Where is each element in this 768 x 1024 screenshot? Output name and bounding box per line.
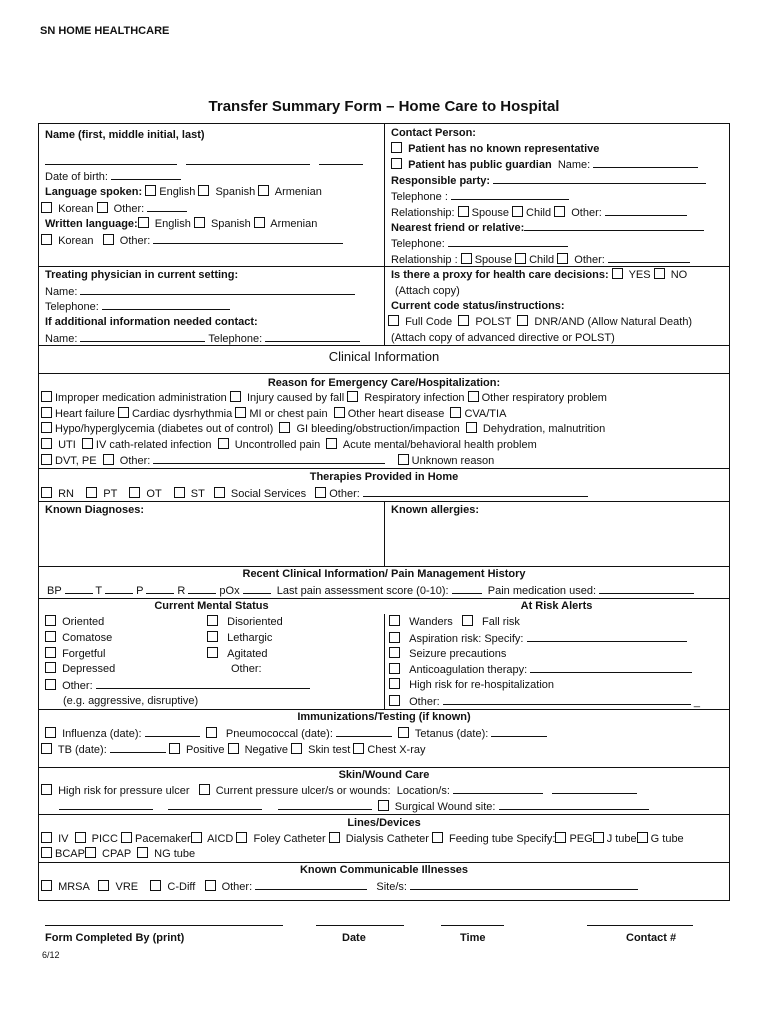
checkbox[interactable]	[194, 217, 205, 228]
blank-line[interactable]	[278, 799, 372, 810]
no-rep-option[interactable]: Patient has no known representative	[391, 142, 599, 156]
telephone-field-2[interactable]: Telephone:	[391, 236, 568, 251]
reason-row-3: Hypo/hyperglycemia (diabetes out of control) GI bleeding/obstruction/impaction Dehydration, malnutrition	[41, 422, 605, 436]
checkbox[interactable]	[41, 784, 52, 795]
checkbox[interactable]	[207, 647, 218, 658]
blank-line[interactable]	[443, 694, 691, 705]
mental-lethargic[interactable]: Lethargic	[207, 631, 272, 645]
blank-line[interactable]	[453, 783, 543, 794]
checkbox[interactable]	[41, 832, 52, 843]
checkbox[interactable]	[347, 391, 358, 402]
clinical-info-title: Clinical Information	[328, 349, 440, 364]
devices-row-2: BCAP CPAP NG tube	[41, 847, 195, 861]
blank-line[interactable]	[145, 726, 200, 737]
reason-row-5: DVT, PE Other: Unknown reason	[41, 453, 494, 468]
checkbox[interactable]	[637, 832, 648, 843]
reason-row-2: Heart failure Cardiac dysrhythmia MI or chest pain Other heart disease CVA/TIA	[41, 407, 506, 421]
checkbox[interactable]	[145, 185, 156, 196]
allergies-label: Known allergies:	[391, 504, 480, 516]
blank-line[interactable]	[110, 742, 166, 753]
checkbox[interactable]	[97, 202, 108, 213]
blank-line[interactable]	[59, 799, 153, 810]
checkbox[interactable]	[236, 832, 247, 843]
skin-row-1: High risk for pressure ulcer Current pressure ulcer/s or wounds: Location/s:	[41, 783, 637, 798]
blank-line[interactable]	[410, 879, 638, 890]
blank-line[interactable]	[186, 154, 310, 165]
checkbox[interactable]	[41, 407, 52, 418]
checkbox[interactable]	[462, 615, 473, 626]
checkbox[interactable]	[391, 142, 402, 153]
checkbox[interactable]	[174, 487, 185, 498]
checkbox[interactable]	[389, 632, 400, 643]
checkbox[interactable]	[391, 158, 402, 169]
form-title: Transfer Summary Form – Home Care to Hospital	[208, 98, 560, 115]
blank-line[interactable]	[605, 205, 687, 216]
risk-rehosp[interactable]: High risk for re-hospitalization	[389, 678, 554, 692]
checkbox[interactable]	[517, 315, 528, 326]
checkbox[interactable]	[555, 832, 566, 843]
skin-wound-title: Skin/Wound Care	[338, 769, 430, 781]
date-line[interactable]	[316, 925, 404, 926]
checkbox[interactable]	[218, 438, 229, 449]
risk-other[interactable]: Other: _	[389, 694, 700, 709]
blank-line[interactable]	[111, 169, 181, 180]
blank-line[interactable]	[336, 726, 392, 737]
checkbox[interactable]	[86, 487, 97, 498]
mental-disoriented[interactable]: Disoriented	[207, 615, 283, 629]
checkbox[interactable]	[103, 234, 114, 245]
checkbox[interactable]	[654, 268, 665, 279]
checkbox[interactable]	[41, 438, 52, 449]
blank-line[interactable]	[527, 631, 687, 642]
blank-line[interactable]	[499, 799, 649, 810]
dob-field[interactable]: Date of birth:	[45, 169, 181, 184]
checkbox[interactable]	[378, 800, 389, 811]
blank-line[interactable]	[448, 236, 568, 247]
checkbox[interactable]	[103, 454, 114, 465]
divider	[39, 468, 729, 469]
reason-row-1: Improper medication administration Injury caused by fall Respiratory infection Other respiratory problem	[41, 391, 607, 405]
physician-label: Treating physician in current setting:	[45, 269, 239, 281]
checkbox[interactable]	[450, 407, 461, 418]
name-fields[interactable]	[45, 154, 363, 169]
therapies-title: Therapies Provided in Home	[309, 471, 459, 483]
therapies-options: RN PT OT ST Social Services Other:	[41, 486, 588, 501]
written-language: Written language: English Spanish Armenian	[45, 218, 318, 230]
blank-line[interactable]	[524, 220, 704, 231]
immunization-row-2: TB (date): Positive Negative Skin test Chest X-ray	[41, 742, 425, 757]
checkbox[interactable]	[137, 847, 148, 858]
checkbox[interactable]	[41, 202, 52, 213]
proxy-question: Is there a proxy for health care decisions: YES NO	[391, 269, 688, 281]
mental-status-title: Current Mental Status	[154, 600, 269, 612]
physician-name[interactable]: Name:	[45, 284, 355, 299]
blank-line[interactable]	[608, 252, 690, 263]
checkbox[interactable]	[389, 663, 400, 674]
blank-line[interactable]	[105, 583, 133, 594]
blank-line[interactable]	[168, 799, 262, 810]
blank-line[interactable]	[255, 879, 367, 890]
checkbox[interactable]	[334, 407, 345, 418]
checkbox[interactable]	[41, 743, 52, 754]
code-status-attach: (Attach copy of advanced directive or POLST)	[391, 332, 615, 344]
divider	[384, 501, 385, 566]
checkbox[interactable]	[353, 743, 364, 754]
telephone-field[interactable]: Telephone :	[391, 189, 569, 204]
checkbox[interactable]	[315, 487, 326, 498]
checkbox[interactable]	[191, 832, 202, 843]
completed-by-label: Form Completed By (print)	[45, 932, 185, 944]
checkbox[interactable]	[41, 391, 52, 402]
checkbox[interactable]	[41, 234, 52, 245]
code-status-options: Full Code POLST DNR/AND (Allow Natural Death)	[388, 315, 692, 329]
physician-telephone[interactable]: Telephone:	[45, 299, 230, 314]
checkbox[interactable]	[593, 832, 604, 843]
reason-title: Reason for Emergency Care/Hospitalization:	[267, 377, 501, 389]
divider	[384, 124, 385, 345]
checkbox[interactable]	[279, 422, 290, 433]
transfer-form	[38, 123, 730, 901]
checkbox[interactable]	[205, 880, 216, 891]
checkbox[interactable]	[398, 454, 409, 465]
checkbox[interactable]	[389, 615, 400, 626]
checkbox[interactable]	[398, 727, 409, 738]
written-language-2: Korean Other:	[41, 233, 343, 248]
checkbox[interactable]	[150, 880, 161, 891]
date-label: Date	[342, 932, 366, 944]
skin-row-2: Surgical Wound site:	[59, 799, 649, 814]
blank-line[interactable]	[153, 233, 343, 244]
checkbox[interactable]	[458, 315, 469, 326]
checkbox[interactable]	[41, 454, 52, 465]
additional-contact-label: If additional information needed contact:	[45, 316, 258, 328]
checkbox[interactable]	[82, 438, 93, 449]
mental-agitated[interactable]: Agitated	[207, 647, 268, 661]
reason-row-4: UTI IV cath-related infection Uncontrolled pain Acute mental/behavioral health problem	[41, 438, 537, 452]
checkbox[interactable]	[45, 727, 56, 738]
proxy-attach: (Attach copy)	[395, 285, 460, 297]
risk-seizure[interactable]: Seizure precautions	[389, 647, 506, 661]
blank-line[interactable]	[363, 486, 588, 497]
blank-line[interactable]	[80, 284, 355, 295]
checkbox[interactable]	[389, 678, 400, 689]
checkbox[interactable]	[554, 206, 565, 217]
checkbox[interactable]	[75, 832, 86, 843]
blank-line[interactable]	[45, 154, 177, 165]
checkbox[interactable]	[258, 185, 269, 196]
checkbox[interactable]	[45, 647, 56, 658]
checkbox[interactable]	[612, 268, 623, 279]
checkbox[interactable]	[515, 253, 526, 264]
blank-line[interactable]	[188, 583, 216, 594]
time-label: Time	[460, 932, 486, 944]
checkbox[interactable]	[389, 695, 400, 706]
contact-label: Contact #	[626, 932, 677, 944]
checkbox[interactable]	[214, 487, 225, 498]
mental-other[interactable]: Other:	[45, 678, 310, 693]
risk-aspiration[interactable]: Aspiration risk: Specify:	[389, 631, 687, 646]
checkbox[interactable]	[207, 631, 218, 642]
mental-example: (e.g. aggressive, disruptive)	[63, 695, 199, 707]
checkbox[interactable]	[512, 206, 523, 217]
checkbox[interactable]	[468, 391, 479, 402]
blank-line[interactable]	[243, 583, 271, 594]
checkbox[interactable]	[557, 253, 568, 264]
checkbox[interactable]	[388, 315, 399, 326]
blank-line[interactable]	[452, 583, 482, 594]
risk-alerts-title: At Risk Alerts	[520, 600, 593, 612]
mental-depressed[interactable]: Depressed	[45, 662, 115, 676]
time-line[interactable]	[441, 925, 504, 926]
checkbox[interactable]	[41, 422, 52, 433]
checkbox[interactable]	[118, 407, 129, 418]
blank-line[interactable]	[80, 331, 205, 342]
code-status-label: Current code status/instructions:	[391, 300, 565, 312]
nearest-relative[interactable]: Nearest friend or relative:	[391, 220, 704, 235]
language-spoken-2: Korean Other:	[41, 201, 187, 216]
checkbox[interactable]	[235, 407, 246, 418]
checkbox[interactable]	[45, 679, 56, 690]
diagnoses-label: Known Diagnoses:	[45, 504, 145, 516]
blank-line[interactable]	[599, 583, 694, 594]
checkbox[interactable]	[206, 727, 217, 738]
blank-line[interactable]	[265, 331, 360, 342]
blank-line[interactable]	[146, 583, 174, 594]
checkbox[interactable]	[98, 880, 109, 891]
mental-other-2: Other:	[231, 663, 262, 675]
recent-clinical-title: Recent Clinical Information/ Pain Management History	[242, 568, 526, 580]
mental-oriented[interactable]: Oriented	[45, 615, 104, 629]
language-spoken: Language spoken: English Spanish Armenian	[45, 186, 322, 198]
blank-line[interactable]	[493, 173, 706, 184]
immunizations-title: Immunizations/Testing (if known)	[297, 711, 471, 723]
devices-row-1: IV PICC Pacemaker AICD Foley Catheter Dialysis Catheter Feeding tube Specify: PEG J tube G tube	[41, 832, 684, 846]
checkbox[interactable]	[461, 253, 472, 264]
blank-line[interactable]	[319, 154, 363, 165]
relationship-options-2: Relationship : Spouse Child Other:	[391, 252, 690, 267]
checkbox[interactable]	[389, 647, 400, 658]
contact-person-label: Contact Person:	[391, 127, 476, 139]
completed-by-line[interactable]	[45, 925, 283, 926]
communicable-row: MRSA VRE C-Diff Other: Site/s:	[41, 879, 638, 894]
org-header: SN HOME HEALTHCARE	[40, 25, 170, 37]
checkbox[interactable]	[138, 217, 149, 228]
guardian-option[interactable]: Patient has public guardian Name:	[391, 157, 698, 172]
checkbox[interactable]	[45, 615, 56, 626]
additional-contact-fields[interactable]: Name: Telephone:	[45, 331, 360, 346]
mental-forgetful[interactable]: Forgetful	[45, 647, 105, 661]
checkbox[interactable]	[198, 185, 209, 196]
checkbox[interactable]	[458, 206, 469, 217]
blank-line[interactable]	[96, 678, 310, 689]
checkbox[interactable]	[207, 615, 218, 626]
checkbox[interactable]	[41, 487, 52, 498]
checkbox[interactable]	[432, 832, 443, 843]
checkbox[interactable]	[230, 391, 241, 402]
divider	[39, 814, 729, 815]
blank-line[interactable]	[593, 157, 698, 168]
checkbox[interactable]	[466, 422, 477, 433]
form-version: 6/12	[42, 950, 60, 960]
risk-anticoag[interactable]: Anticoagulation therapy:	[389, 662, 692, 677]
checkbox[interactable]	[228, 743, 239, 754]
divider	[39, 373, 729, 374]
checkbox[interactable]	[291, 743, 302, 754]
blank-line[interactable]	[147, 201, 187, 212]
blank-line[interactable]	[451, 189, 569, 200]
divider	[384, 614, 385, 709]
checkbox[interactable]	[254, 217, 265, 228]
contact-line[interactable]	[587, 925, 693, 926]
checkbox[interactable]	[129, 487, 140, 498]
immunization-row-1: Influenza (date): Pneumococcal (date): Tetanus (date):	[45, 726, 547, 741]
checkbox[interactable]	[41, 880, 52, 891]
blank-line[interactable]	[102, 299, 230, 310]
blank-line[interactable]	[552, 783, 637, 794]
risk-wanders: Wanders Fall risk	[389, 615, 520, 629]
checkbox[interactable]	[199, 784, 210, 795]
checkbox[interactable]	[326, 438, 337, 449]
blank-line[interactable]	[153, 453, 385, 464]
checkbox[interactable]	[41, 847, 52, 858]
checkbox[interactable]	[85, 847, 96, 858]
checkbox[interactable]	[169, 743, 180, 754]
blank-line[interactable]	[491, 726, 547, 737]
checkbox[interactable]	[45, 662, 56, 673]
responsible-party[interactable]: Responsible party:	[391, 173, 706, 188]
mental-comatose[interactable]: Comatose	[45, 631, 112, 645]
checkbox[interactable]	[121, 832, 132, 843]
blank-line[interactable]	[65, 583, 93, 594]
communicable-title: Known Communicable Illnesses	[299, 864, 469, 876]
checkbox[interactable]	[45, 631, 56, 642]
name-label: Name (first, middle initial, last)	[45, 129, 205, 141]
lines-devices-title: Lines/Devices	[347, 817, 421, 829]
relationship-options: Relationship: Spouse Child Other:	[391, 205, 687, 220]
vitals-row[interactable]: BP T P R pOx Last pain assessment score (0-10): Pain medication used:	[47, 583, 694, 598]
checkbox[interactable]	[329, 832, 340, 843]
blank-line[interactable]	[530, 662, 692, 673]
